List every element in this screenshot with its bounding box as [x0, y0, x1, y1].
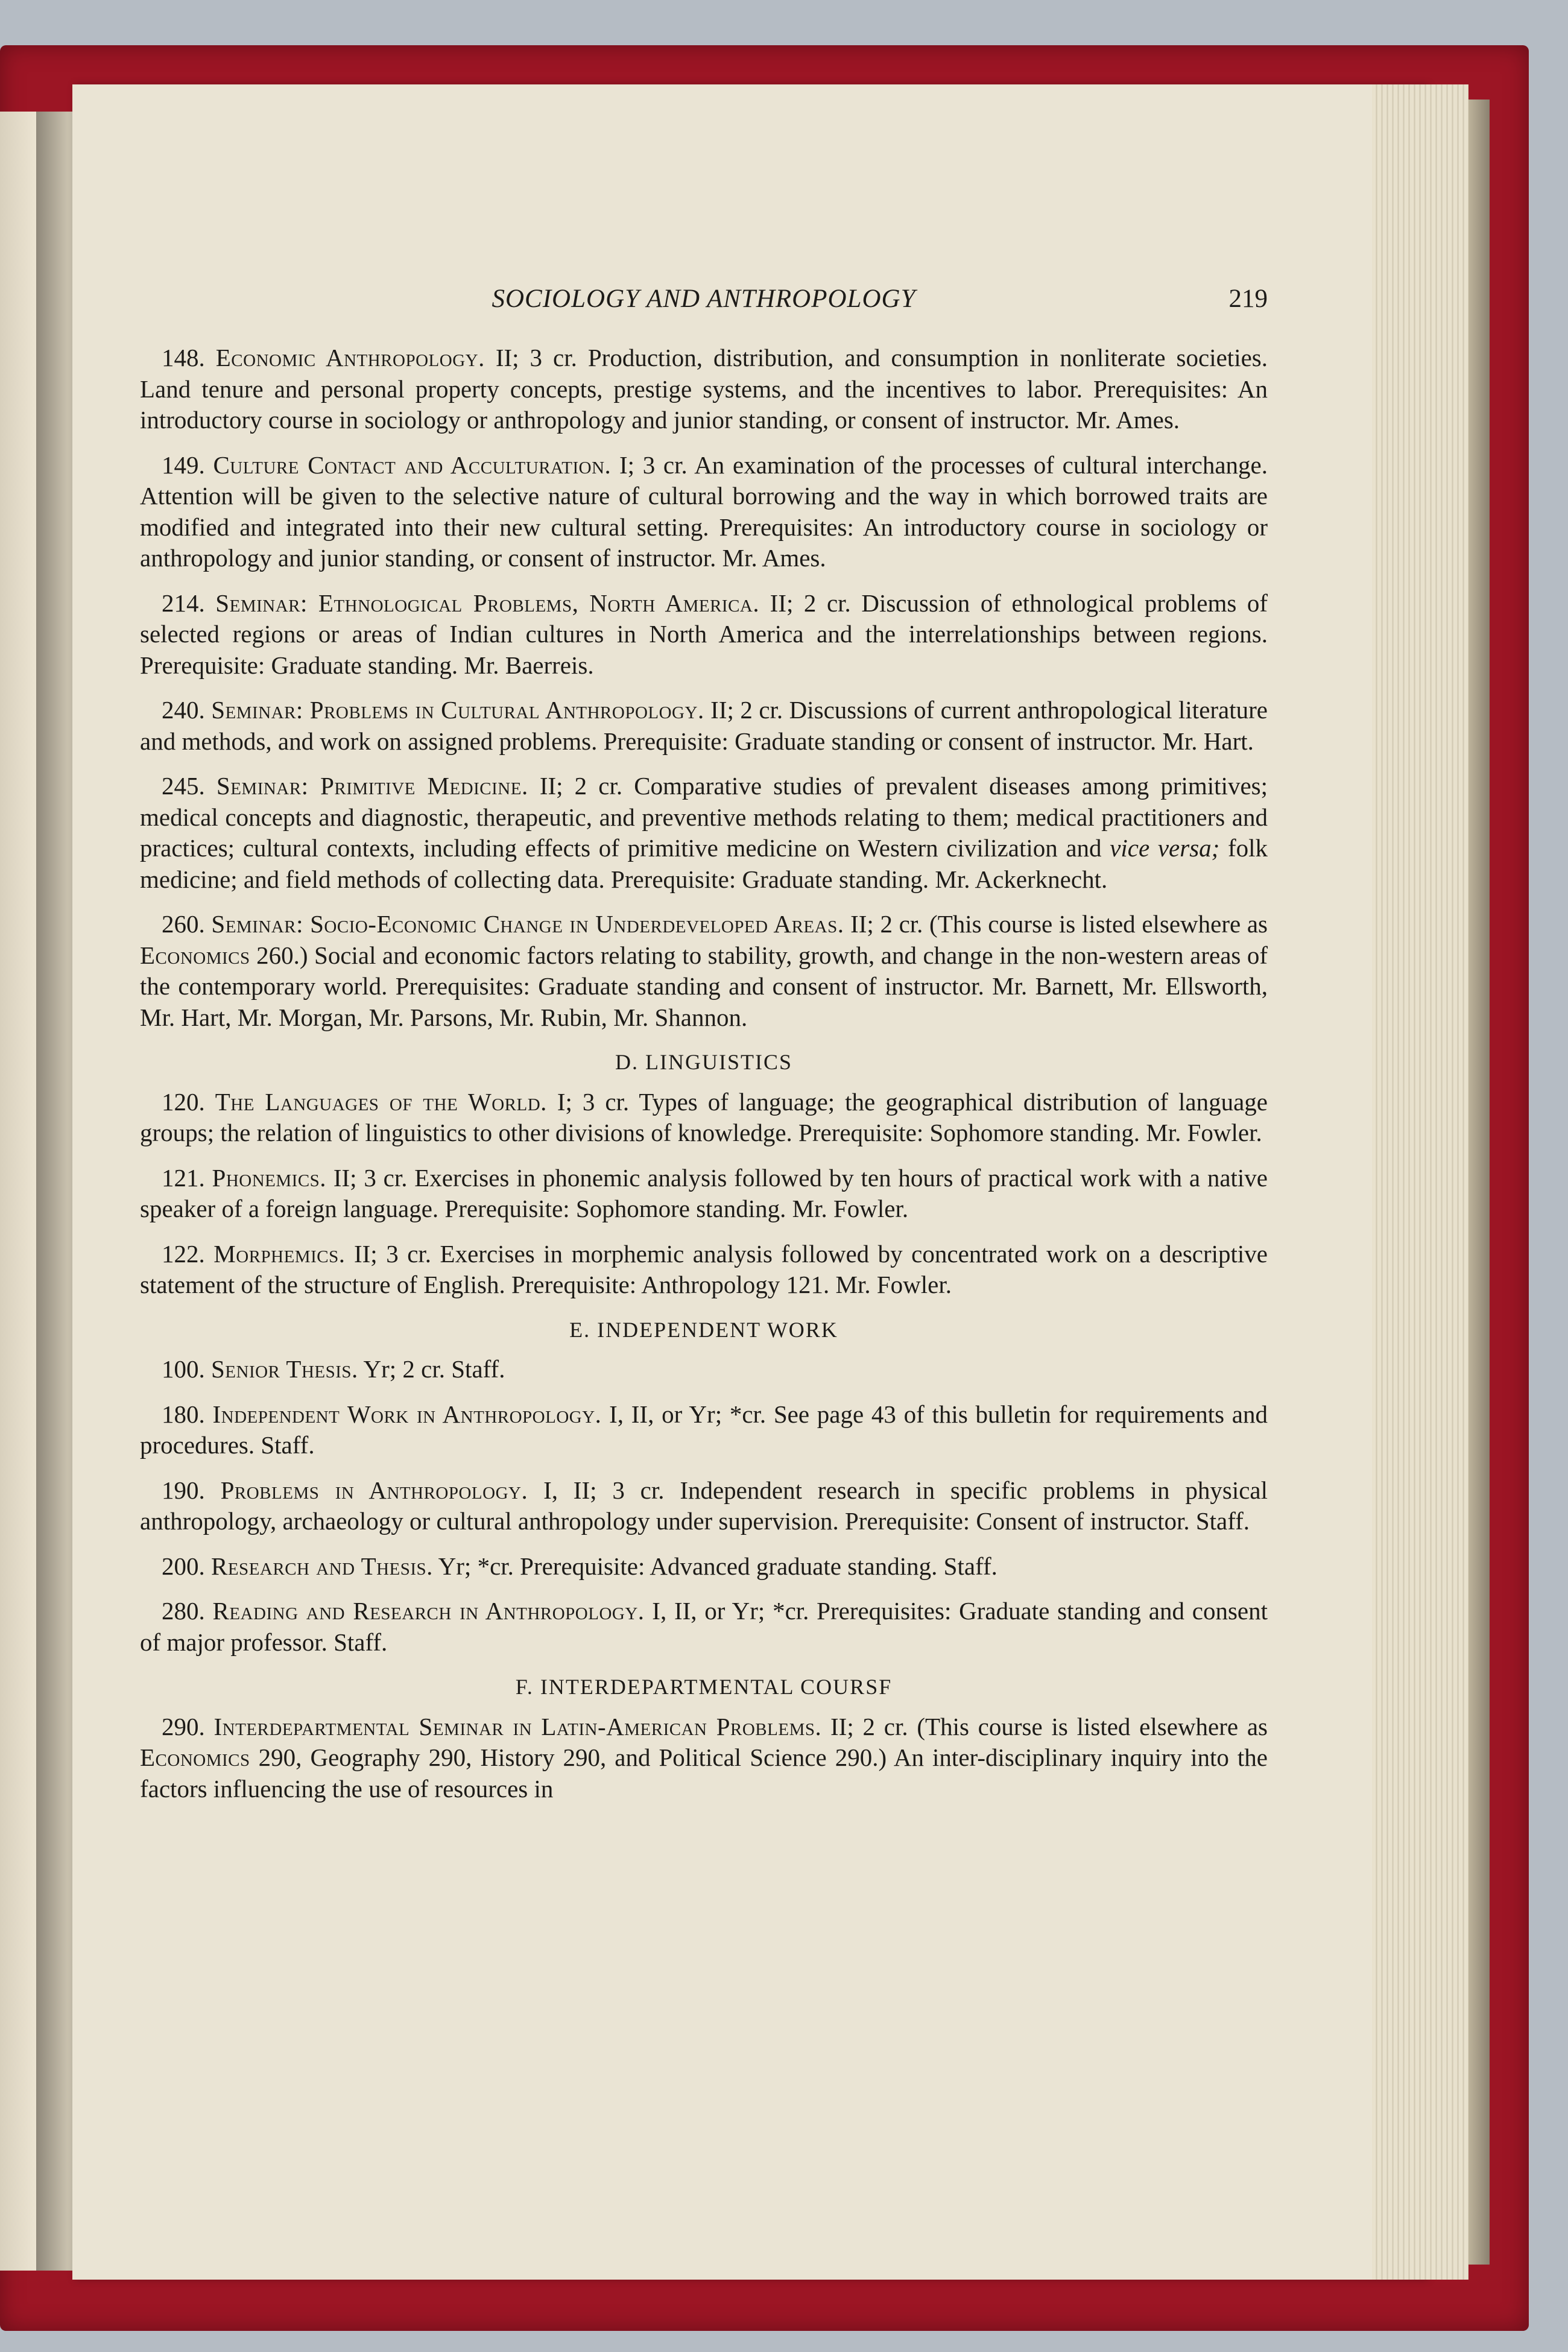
course-entry: [140, 1087, 1268, 1149]
course-number: 149.: [162, 450, 205, 479]
course-title: Phonemics.: [212, 1163, 327, 1192]
department-name: Economics: [140, 1743, 250, 1771]
course-number: 214.: [162, 589, 205, 617]
page-edges-shadow: [1468, 100, 1490, 2265]
course-number: 180.: [162, 1400, 205, 1428]
course-title: Economic Anthropology.: [215, 344, 485, 371]
section-heading-independent-work: E. INDEPENDENT WORK: [569, 1317, 838, 1342]
course-entry: [140, 588, 1268, 681]
section-heading-linguistics: D. LINGUISTICS: [615, 1050, 792, 1074]
running-header: [140, 283, 1268, 332]
course-entry: [140, 1399, 1268, 1461]
course-entry: [140, 1163, 1268, 1225]
course-description-tail: folk medicine; and field methods of collecting data. Prerequisite: Graduate standing. Mr. Ackerknecht.: [140, 834, 1268, 893]
course-description: II; 2 cr. (This course is listed elsewhere as: [844, 910, 1268, 938]
course-description: I, II, or Yr; *cr. See page 43 of this bulletin for requirements and procedures. Staff.: [140, 1400, 1268, 1459]
course-list-f: [140, 1712, 1268, 1805]
previous-page-edge: [0, 112, 36, 2271]
course-number: 200.: [162, 1552, 205, 1580]
course-entry: [140, 343, 1268, 436]
course-number: 240.: [162, 696, 205, 724]
course-description: II; 3 cr. Exercises in morphemic analysis followed by concentrated work on a descriptive statement of the structure of English. Prerequisite: Anthropology 121. Mr. Fowler.: [140, 1239, 1268, 1298]
course-title: Culture Contact and Acculturation.: [213, 450, 612, 479]
page-text: [140, 283, 1268, 1818]
course-number: 121.: [162, 1163, 205, 1192]
course-title: Seminar: Ethnological Problems, North America.: [215, 589, 760, 617]
course-list-c: [140, 343, 1268, 1033]
course-description: I, II, or Yr; *cr. Prerequisites: Graduate standing and consent of major professor. Staff.: [140, 1597, 1268, 1656]
course-description: I, II; 3 cr. Independent research in specific problems in physical anthropology, archaeology or cultural anthropology under supervision. Prerequisite: Consent of instructor. Staff.: [140, 1476, 1268, 1535]
course-title: Research and Thesis.: [211, 1552, 433, 1580]
course-title: Independent Work in Anthropology.: [212, 1400, 602, 1428]
course-description-tail: 290, Geography 290, History 290, and Political Science 290.) An inter-disciplinary inquiry into the factors influencing the use of resources in: [140, 1743, 1268, 1803]
course-entry: [140, 1596, 1268, 1658]
course-number: 260.: [162, 910, 205, 938]
course-entry: [140, 450, 1268, 574]
course-title: Problems in Anthropology.: [220, 1476, 528, 1504]
department-name: Economics: [140, 941, 250, 969]
course-number: 100.: [162, 1355, 205, 1383]
course-entry: [140, 1712, 1268, 1805]
course-description: Yr; 2 cr. Staff.: [358, 1355, 505, 1383]
course-description: Yr; *cr. Prerequisite: Advanced graduate standing. Staff.: [432, 1552, 997, 1580]
course-description: I; 3 cr. Types of language; the geographical distribution of language groups; the relation of linguistics to other divisions of knowledge. Prerequisite: Sophomore standing. Mr. Fowler.: [140, 1087, 1268, 1146]
course-number: 190.: [162, 1476, 205, 1504]
course-title: Seminar: Primitive Medicine.: [216, 772, 528, 800]
course-entry: [140, 695, 1268, 757]
page-edges: [1372, 84, 1468, 2280]
course-entry: [140, 1475, 1268, 1537]
course-number: 120.: [162, 1087, 205, 1116]
page-number: 219: [1228, 285, 1268, 313]
course-number: 148.: [162, 344, 205, 371]
course-description: II; 3 cr. Production, distribution, and consumption in nonliterate societies. Land tenure and personal property concepts, prestige systems, and the incentives to labor. Prerequisites: An introductory course in sociology or anthropology and junior standing, or consent of instructor. Mr. Ames.: [140, 344, 1268, 434]
course-number: 122.: [162, 1239, 205, 1268]
course-description-tail: 260.) Social and economic factors relating to stability, growth, and change in the non-western areas of the contemporary world. Prerequisites: Graduate standing and consent of instructor. Mr. Barnett, Mr. Ellsworth, Mr. Hart, Mr. Morgan, Mr. Parsons, Mr. Rubin, Mr. Shannon.: [140, 941, 1268, 1031]
course-title: Seminar: Problems in Cultural Anthropology.: [211, 696, 704, 724]
course-list-d: [140, 1087, 1268, 1301]
course-description: II; 2 cr. (This course is listed elsewhere as: [821, 1712, 1268, 1740]
course-description: II; 2 cr. Comparative studies of prevalent diseases among primitives; medical concepts and diagnostic, therapeutic, and preventive methods relating to them; medical practitioners and practices; cultural contexts, including effects of primitive medicine on Western civilization and: [140, 772, 1268, 862]
course-entry: [140, 1239, 1268, 1301]
course-title: Morphemics.: [213, 1239, 346, 1268]
course-title: Interdepartmental Seminar in Latin-American Problems.: [213, 1712, 822, 1740]
course-entry: [140, 909, 1268, 1033]
course-title: Seminar: Socio-Economic Change in Underdeveloped Areas.: [211, 910, 844, 938]
course-description: II; 2 cr. Discussion of ethnological problems of selected regions or areas of Indian cultures in North America and the interrelationships between regions. Prerequisite: Graduate standing. Mr. Baerreis.: [140, 589, 1268, 679]
course-title: Senior Thesis.: [211, 1355, 358, 1383]
italic-phrase: vice versa;: [1110, 834, 1220, 862]
course-entry: [140, 1551, 1268, 1582]
course-description: II; 2 cr. Discussions of current anthropological literature and methods, and work on assigned problems. Prerequisite: Graduate standing or consent of instructor. Mr. Hart.: [140, 696, 1268, 755]
course-title: Reading and Research in Anthropology.: [212, 1597, 645, 1625]
section-heading-interdepartmental: F. INTERDEPARTMENTAL COURSF: [515, 1675, 893, 1699]
course-entry: [140, 1354, 1268, 1385]
course-entry: [140, 771, 1268, 895]
running-title: SOCIOLOGY AND ANTHROPOLOGY: [492, 285, 916, 313]
course-number: 290.: [162, 1712, 205, 1740]
course-number: 245.: [162, 772, 205, 800]
course-description: II; 3 cr. Exercises in phonemic analysis followed by ten hours of practical work with a native speaker of a foreign language. Prerequisite: Sophomore standing. Mr. Fowler.: [140, 1163, 1268, 1222]
course-number: 280.: [162, 1597, 205, 1625]
course-description: I; 3 cr. An examination of the processes of cultural interchange. Attention will be given to the selective nature of cultural borrowing and the way in which borrowed traits are modified and integrated into their new cultural setting. Prerequisites: An introductory course in sociology or anthropology and junior standing, or consent of instructor. Mr. Ames.: [140, 450, 1268, 572]
course-title: The Languages of the World.: [215, 1087, 547, 1116]
course-list-e: [140, 1354, 1268, 1658]
